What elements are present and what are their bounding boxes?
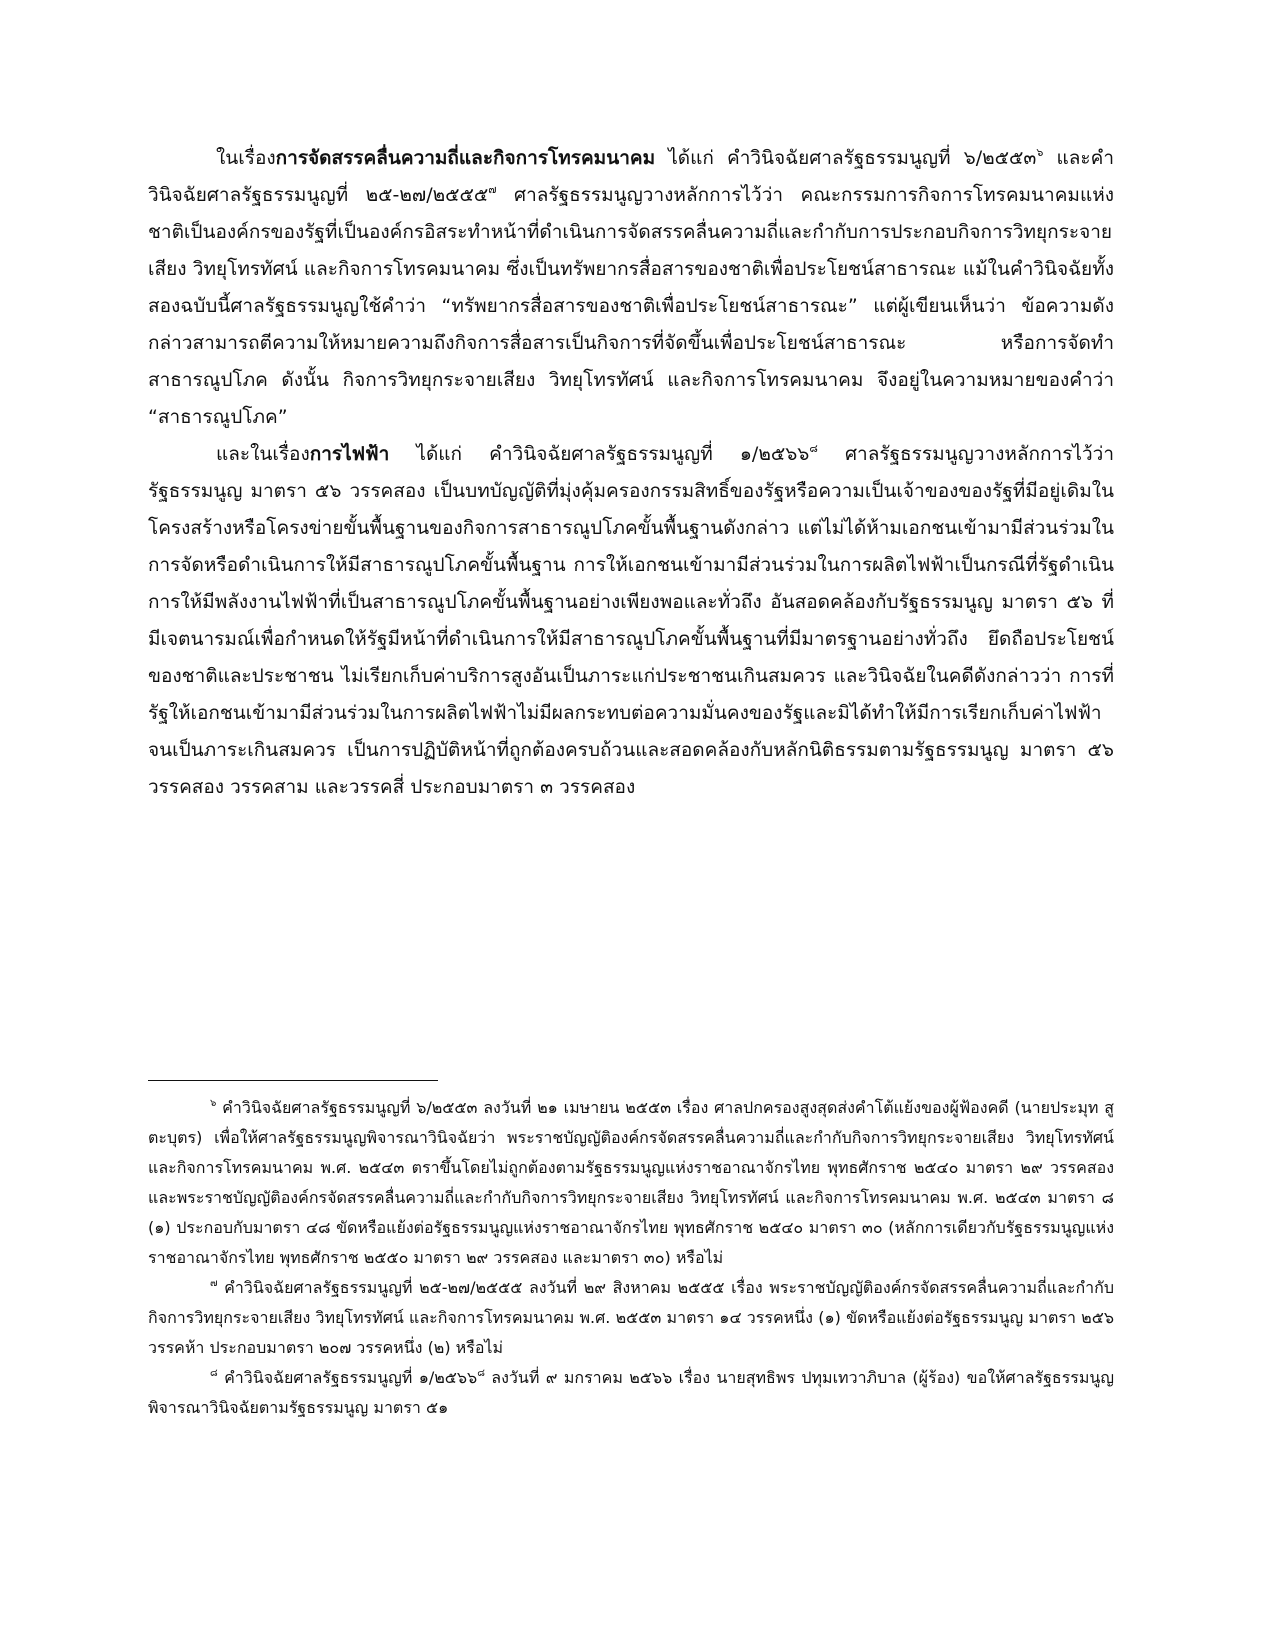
footnote-mark-7: ๗	[210, 1278, 218, 1289]
p1-lead: ในเรื่อง	[216, 147, 276, 169]
footnote-mark-8: ๘	[210, 1368, 218, 1379]
p1-heading-bold: การจัดสรรคลื่นความถี่และกิจการโทรคมนาคม	[275, 147, 656, 169]
p2-text-a: ได้แก่ คำวินิจฉัยศาลรัฐธรรมนูญที่ ๑/๒๕๖๖	[389, 443, 810, 465]
p1-text-a: ได้แก่ คำวินิจฉัยศาลรัฐธรรมนูญที่ ๖/๒๕๕๓	[655, 147, 1037, 169]
footnote-ref-8[interactable]: ๘	[809, 442, 818, 455]
p1-text-b: และคำวินิจฉัยศาลรัฐธรรมนูญที่ ๒๕-๒๗/๒๕๕๕	[148, 147, 1114, 206]
footnote-mark-6: ๖	[210, 1098, 217, 1109]
footnote-8-text-2: ลงวันที่ ๙ มกราคม ๒๕๖๖ เรื่อง นายสุทธิพร ปทุมเทวาภิบาล (ผู้ร้อง) ขอให้ศาลรัฐธรรมนูญพิจารณาวินิจฉัยตามรัฐธรรมนูญ มาตรา ๕๑	[148, 1368, 1114, 1417]
paragraph-electricity	[148, 436, 1114, 806]
footnote-7	[148, 1273, 1114, 1363]
footnote-ref-6[interactable]: ๖	[1036, 146, 1044, 159]
p2-lead: และในเรื่อง	[216, 443, 310, 465]
p1-text-c: ศาลรัฐธรรมนูญวางหลักการไว้ว่า คณะกรรมการกิจการโทรคมนาคมแห่งชาติเป็นองค์กรของรัฐที่เป็นองค์กรอิสระทำหน้าที่ดำเนินการจัดสรรคลื่นความถี่และกำกับการประกอบกิจการวิทยุกระจายเสียง วิทยุโทรทัศน์ และกิจการโทรคมนาคม ซึ่งเป็นทรัพยากรสื่อสารของชาติเพื่อประโยชน์สาธารณะ แม้ในคำวินิจฉัยทั้งสองฉบับนี้ศาลรัฐธรรมนูญใช้คำว่า “ทรัพยากรสื่อสารของชาติเพื่อประโยชน์สาธารณะ” แต่ผู้เขียนเห็นว่า ข้อความดังกล่าวสามารถตีความให้หมายความถึงกิจการสื่อสารเป็นกิจการที่จัดขึ้นเพื่อประโยชน์สาธารณะ หรือการจัดทำสาธารณูปโภค ดังนั้น กิจการวิทยุกระจายเสียง วิทยุโทรทัศน์ และกิจการโทรคมนาคม จึงอยู่ในความหมายของคำว่า “สาธารณูปโภค”	[148, 184, 1114, 428]
paragraph-telecom	[148, 140, 1114, 436]
footnote-separator	[148, 1080, 438, 1081]
footnote-6-text: คำวินิจฉัยศาลรัฐธรรมนูญที่ ๖/๒๕๕๓ ลงวันที่ ๒๑ เมษายน ๒๕๕๓ เรื่อง ศาลปกครองสูงสุดส่งคำโต้แย้งของผู้ฟ้องคดี (นายประมุท สูตะบุตร) เพื่อให้ศาลรัฐธรรมนูญพิจารณาวินิจฉัยว่า พระราชบัญญัติองค์กรจัดสรรคลื่นความถี่และกำกับกิจการวิทยุกระจายเสียง วิทยุโทรทัศน์ และกิจการโทรคมนาคม พ.ศ. ๒๕๔๓ ตราขึ้นโดยไม่ถูกต้องตามรัฐธรรมนูญแห่งราชอาณาจักรไทย พุทธศักราช ๒๕๔๐ มาตรา ๒๙ วรรคสอง และพระราชบัญญัติองค์กรจัดสรรคลื่นความถี่และกำกับกิจการวิทยุกระจายเสียง วิทยุโทรทัศน์ และกิจการโทรคมนาคม พ.ศ. ๒๕๔๓ มาตรา ๘ (๑) ประกอบกับมาตรา ๔๘ ขัดหรือแย้งต่อรัฐธรรมนูญแห่งราชอาณาจักรไทย พุทธศักราช ๒๕๔๐ มาตรา ๓๐ (หลักการเดียวกับรัฐธรรมนูญแห่งราชอาณาจักรไทย พุทธศักราช ๒๕๕๐ มาตรา ๒๙ วรรคสอง และมาตรา ๓๐) หรือไม่	[148, 1098, 1114, 1267]
main-body	[148, 140, 1114, 806]
footnote-6	[148, 1093, 1114, 1273]
footnote-8	[148, 1363, 1114, 1423]
p2-text-b: ศาลรัฐธรรมนูญวางหลักการไว้ว่า รัฐธรรมนูญ มาตรา ๕๖ วรรคสอง เป็นบทบัญญัติที่มุ่งคุ้มครองกรรมสิทธิ์ของรัฐหรือความเป็นเจ้าของของรัฐที่มีอยู่เดิมในโครงสร้างหรือโครงข่ายขั้นพื้นฐานของกิจการสาธารณูปโภคขั้นพื้นฐานดังกล่าว แต่ไม่ได้ห้ามเอกชนเข้ามามีส่วนร่วมในการจัดหรือดำเนินการให้มีสาธารณูปโภคขั้นพื้นฐาน การให้เอกชนเข้ามามีส่วนร่วมในการผลิตไฟฟ้าเป็นกรณีที่รัฐดำเนินการให้มีพลังงานไฟฟ้าที่เป็นสาธารณูปโภคขั้นพื้นฐานอย่างเพียงพอและทั่วถึง อันสอดคล้องกับรัฐธรรมนูญ มาตรา ๕๖ ที่มีเจตนารมณ์เพื่อกำหนดให้รัฐมีหน้าที่ดำเนินการให้มีสาธารณูปโภคขั้นพื้นฐานที่มีมาตรฐานอย่างทั่วถึง ยึดถือประโยชน์ของชาติและประชาชน ไม่เรียกเก็บค่าบริการสูงอันเป็นภาระแก่ประชาชนเกินสมควร และวินิจฉัยในคดีดังกล่าวว่า การที่รัฐให้เอกชนเข้ามามีส่วนร่วมในการผลิตไฟฟ้าไม่มีผลกระทบต่อความมั่นคงของรัฐและมิได้ทำให้มีการเรียกเก็บค่าไฟฟ้าจนเป็นภาระเกินสมควร เป็นการปฏิบัติหน้าที่ถูกต้องครบถ้วนและสอดคล้องกับหลักนิติธรรมตามรัฐธรรมนูญ มาตรา ๕๖ วรรคสอง วรรคสาม และวรรคสี่ ประกอบมาตรา ๓ วรรคสอง	[148, 443, 1114, 798]
footnotes	[148, 1093, 1114, 1423]
p2-heading-bold: การไฟฟ้า	[309, 443, 390, 465]
footnote-8-inline-ref: ๘	[477, 1368, 485, 1379]
footnote-ref-7[interactable]: ๗	[488, 183, 497, 196]
footnote-7-text: คำวินิจฉัยศาลรัฐธรรมนูญที่ ๒๕-๒๗/๒๕๕๕ ลงวันที่ ๒๙ สิงหาคม ๒๕๕๕ เรื่อง พระราชบัญญัติองค์กรจัดสรรคลื่นความถี่และกำกับกิจการวิทยุกระจายเสียง วิทยุโทรทัศน์ และกิจการโทรคมนาคม พ.ศ. ๒๕๕๓ มาตรา ๑๔ วรรคหนึ่ง (๑) ขัดหรือแย้งต่อรัฐธรรมนูญ มาตรา ๒๕๖ วรรคห้า ประกอบมาตรา ๒๐๗ วรรคหนึ่ง (๒) หรือไม่	[148, 1278, 1114, 1357]
footnote-8-text: คำวินิจฉัยศาลรัฐธรรมนูญที่ ๑/๒๕๖๖	[217, 1368, 478, 1387]
